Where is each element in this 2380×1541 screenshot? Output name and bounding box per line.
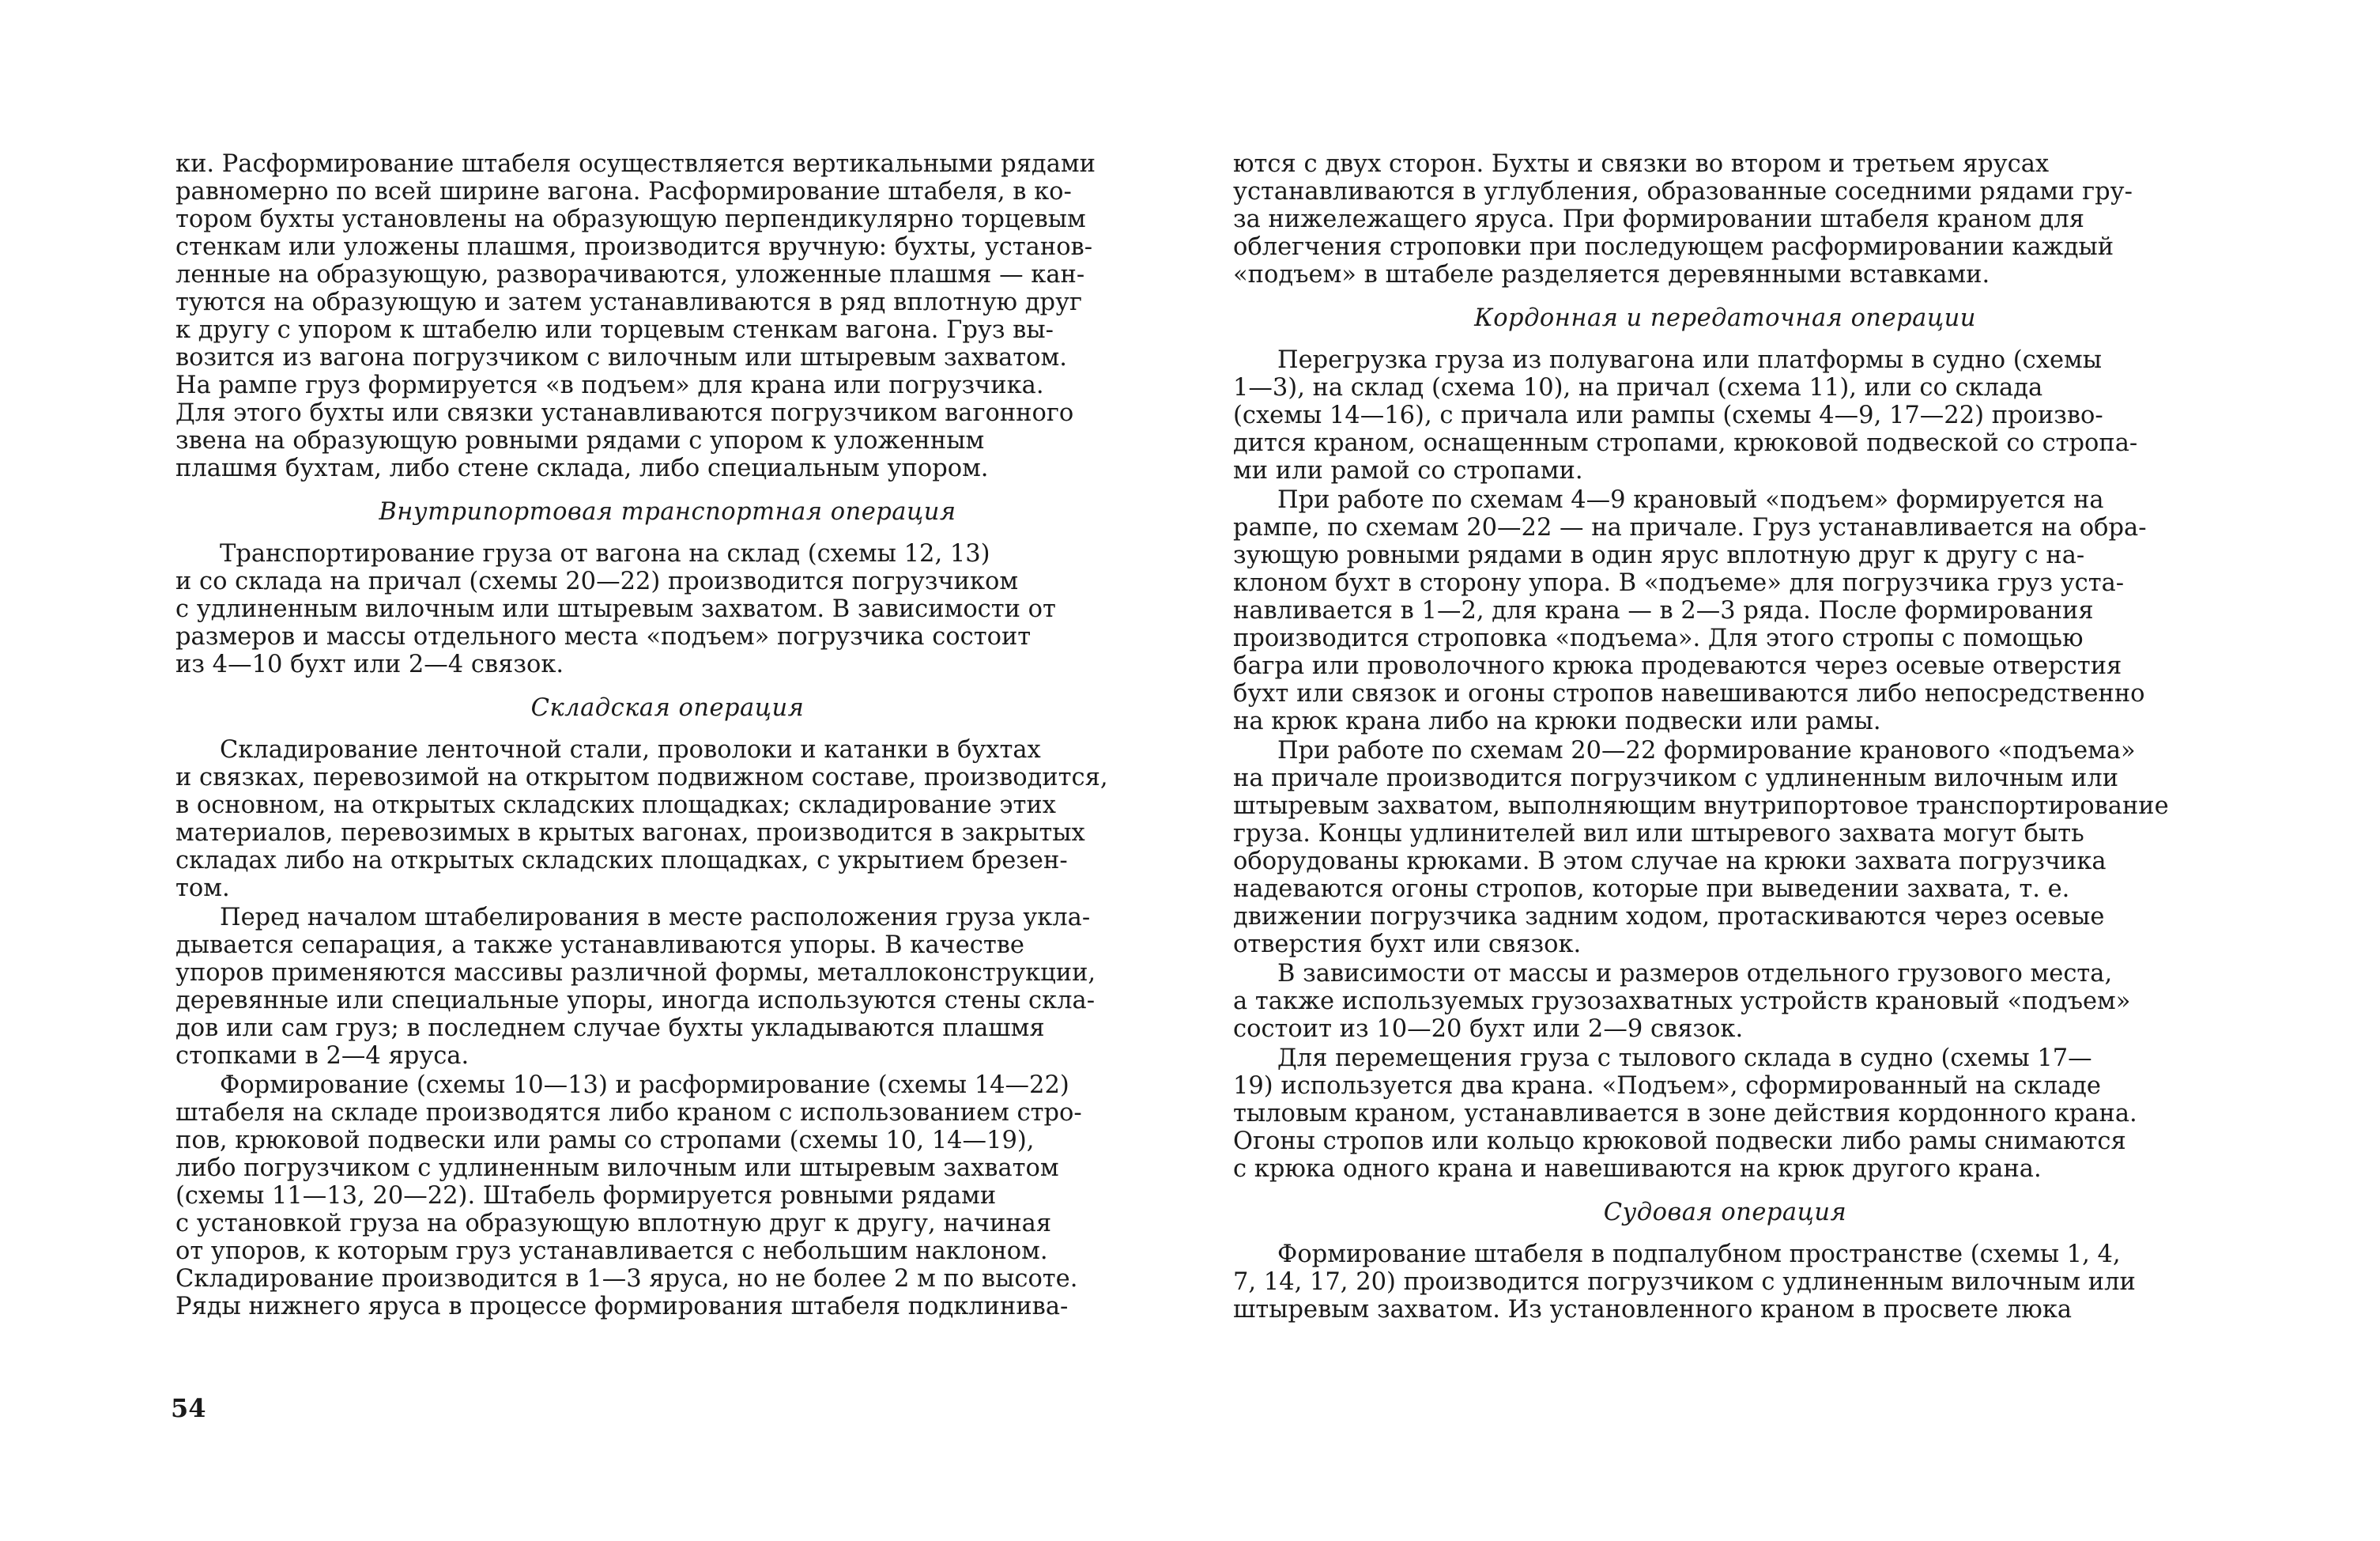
right-paragraph-3: При работе по схемам 4—9 крановый «подъем» формируется на рампе, по схемам 20—22 — на причале. Груз устанавливается на обра- зующую ровными рядами в один ярус вплотную друг к другу с на- клоном бухт в сторону упора. В «подъеме» для погрузчика груз уста- навливается в 1—2, для крана — в 2—3 ряда. После формирования производится строповка «подъема». Для этого стропы с помощью багра или проволочного крюка продеваются через осевые отверстия бухт или связок и огоны стропов навешиваются либо непосредственно на крюк крана либо на крюки подвески или рамы. bbox=[1233, 486, 2147, 735]
right-page bbox=[1233, 150, 2217, 1325]
right-paragraph-4: При работе по схемам 20—22 формирование кранового «подъема» на причале производится погрузчиком с удлиненным вилочным или штыревым захватом, выполняющим внутрипортовое транспортирование груза. Концы удлинителей вил или штыревого захвата могут быть оборудованы крюками. В этом случае на крюки захвата погрузчика надеваются огоны стропов, которые при выведении захвата, т. е. движении погрузчика задним ходом, протаскиваются через осевые отверстия бухт или связок. bbox=[1233, 737, 2169, 958]
section-heading-intraport-transport: Внутрипортовая транспортная операция bbox=[379, 498, 956, 526]
right-paragraph-2: Перегрузка груза из полувагона или платформы в судно (схемы 1—3), на склад (схема 10), на причал (схема 11), или со склада (схемы 14—16), с причала или рампы (схемы 4—9, 17—22) произво- дится краном, оснащенным стропами, крюковой подвеской со стропа- ми или рамой со стропами. bbox=[1233, 346, 2138, 485]
section-heading-warehouse: Складская операция bbox=[530, 694, 805, 722]
left-paragraph-1: ки. Расформирование штабеля осуществляется вертикальными рядами равномерно по всей ширине вагона. Расформирование штабеля, в ко- тором бухты установлены на образующую перпендикулярно торцевым стенкам или уложены плашмя, производится вручную: бухты, установ- ленные на образующую, разворачиваются, уложенные плашмя — кан- туются на образующую и затем устанавливаются в ряд вплотную друг к другу с упором к штабелю или торцевым стенкам вагона. Груз вы- возится из вагона погрузчиком с вилочным или штыревым захватом. На рампе груз формируется «в подъем» для крана или погрузчика. Для этого бухты или связки устанавливаются погрузчиком вагонного звена на образующую ровными рядами с упором к уложенным плашмя бухтам, либо стене склада, либо специальным упором. bbox=[175, 150, 1096, 482]
right-paragraph-7: Формирование штабеля в подпалубном пространстве (схемы 1, 4, 7, 14, 17, 20) производится погрузчиком с удлиненным вилочным или штыревым захватом. Из установленного краном в просвете люка bbox=[1233, 1241, 2136, 1324]
left-paragraph-4: Перед началом штабелирования в месте расположения груза укла- дывается сепарация, а также устанавливаются упоры. В качестве упоров применяются массивы различной формы, металлоконструкции, деревянные или специальные упоры, иногда используются стены скла- дов или сам груз; в последнем случае бухты укладываются плашмя стопками в 2—4 яруса. bbox=[175, 904, 1096, 1070]
section-heading-cordon-transfer: Кордонная и передаточная операции bbox=[1474, 304, 1976, 332]
right-paragraph-6: Для перемещения груза с тылового склада в судно (схемы 17— 19) используется два крана. «Подъем», сформированный на складе тыловым краном, устанавливается в зоне действия кордонного крана. Огоны стропов или кольцо крюковой подвески либо рамы снимаются с крюка одного крана и навешиваются на крюк другого крана. bbox=[1233, 1044, 2137, 1183]
left-page bbox=[175, 150, 1160, 1322]
right-paragraph-1: ются с двух сторон. Бухты и связки во втором и третьем ярусах устанавливаются в углубления, образованные соседними рядами гру- за нижележащего яруса. При формировании штабеля краном для облегчения строповки при последующем расформировании каждый «подъем» в штабеле разделяется деревянными вставками. bbox=[1233, 150, 2133, 289]
section-heading-ship: Судовая операция bbox=[1603, 1199, 1847, 1226]
left-paragraph-3: Складирование ленточной стали, проволоки и катанки в бухтах и связках, перевозимой на открытом подвижном составе, производится, в основном, на открытых складских площадках; складирование этих материалов, перевозимых в крытых вагонах, производится в закрытых складах либо на открытых складских площадках, с укрытием брезен- том. bbox=[175, 736, 1108, 902]
left-paragraph-5: Формирование (схемы 10—13) и расформирование (схемы 14—22) штабеля на складе производятся либо краном с использованием стро- пов, крюковой подвески или рамы со стропами (схемы 10, 14—19), либо погрузчиком с удлиненным вилочным или штыревым захватом (схемы 11—13, 20—22). Штабель формируется ровными рядами с установкой груза на образующую вплотную друг к другу, начиная от упоров, к которым груз устанавливается с небольшим наклоном. Складирование производится в 1—3 яруса, но не более 2 м по высоте. Ряды нижнего яруса в процессе формирования штабеля подклинива- bbox=[175, 1071, 1082, 1320]
page-number: 54 bbox=[171, 1393, 206, 1423]
left-paragraph-2: Транспортирование груза от вагона на склад (схемы 12, 13) и со склада на причал (схемы 20—22) производится погрузчиком с удлиненным вилочным или штыревым захватом. В зависимости от размеров и массы отдельного места «подъем» погрузчика состоит из 4—10 бухт или 2—4 связок. bbox=[175, 540, 1056, 678]
right-paragraph-5: В зависимости от массы и размеров отдельного грузового места, а также используемых грузозахватных устройств крановый «подъем» состоит из 10—20 бухт или 2—9 связок. bbox=[1233, 960, 2131, 1043]
